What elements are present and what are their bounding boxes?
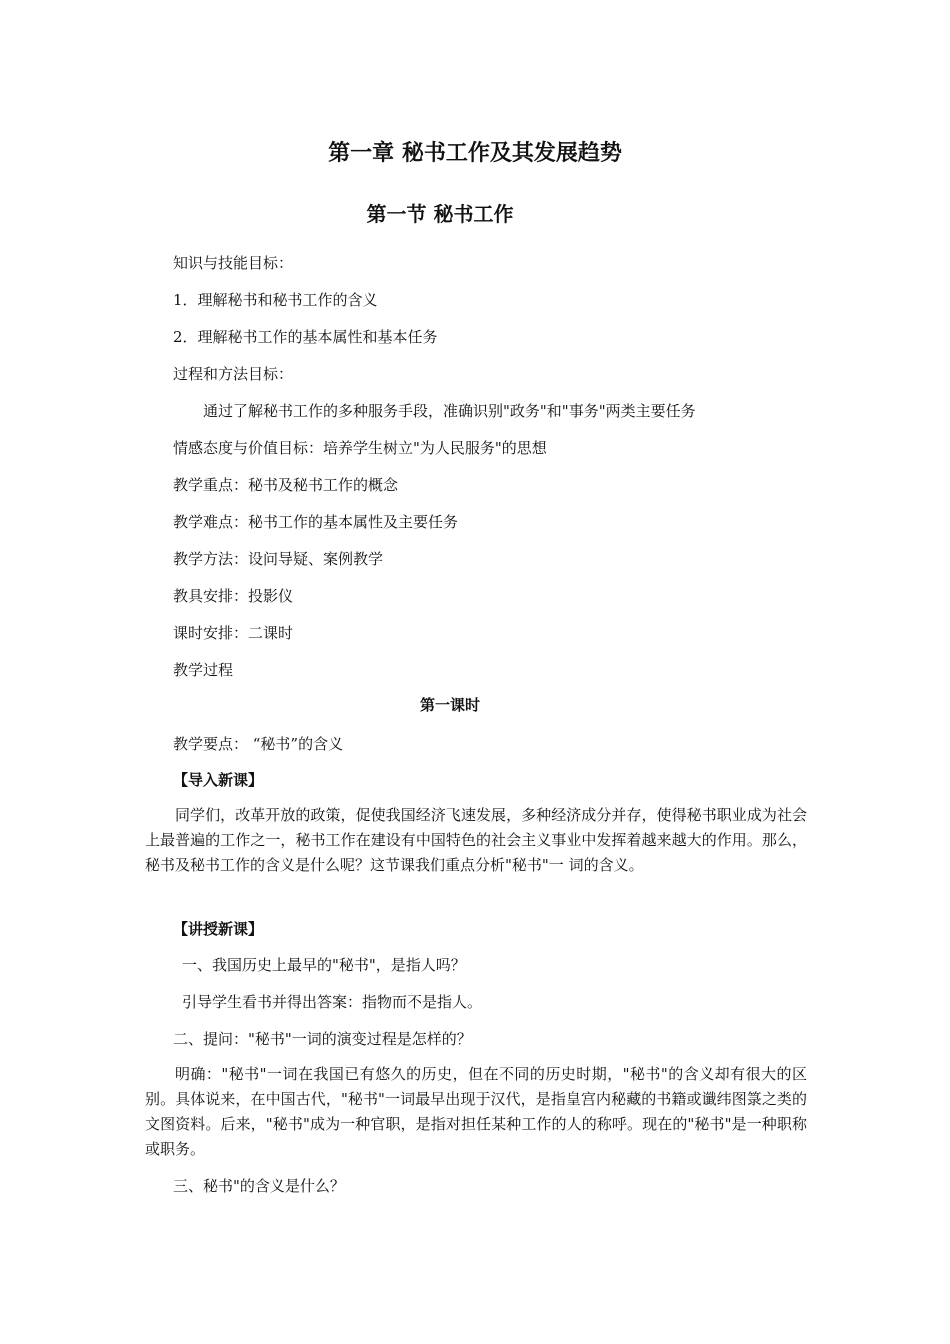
question-3: 三、秘书"的含义是什么？: [173, 1177, 345, 1195]
intro-paragraph: 同学们，改革开放的政策，促使我国经济飞速发展，多种经济成分并存，使得秘书职业成为社会上最普遍的工作之一，秘书工作在建设有中国特色的社会主义事业中发挥着越来越大的作用。那么，秘书及秘书工作的含义是什么呢？这节课我们重点分析"秘书"一 词的含义。: [145, 806, 807, 874]
teach-heading: 【讲授新课】: [173, 920, 264, 938]
answer-2-paragraph: 明确："秘书"一词在我国已有悠久的历史，但在不同的历史时期，"秘书"的含义却有很大的区别。具体说来，在中国古代，"秘书"一词最早出现于汉代，是指皇宫内秘藏的书籍或谶纬图箓之类的文图资料。后来，"秘书"成为一种官职，是指对担任某种工作的人的称呼。现在的"秘书"是一种职称或职务。: [145, 1065, 807, 1158]
lesson-title: 第一课时: [419, 696, 480, 714]
lesson-key-point: 教学要点： “秘书”的含义: [173, 735, 344, 753]
question-1: 一、我国历史上最早的"秘书"，是指人吗？: [182, 956, 466, 974]
section-title: 第一节 秘书工作: [366, 202, 514, 226]
objective-item-2: 2．理解秘书工作的基本属性和基本任务: [173, 328, 438, 346]
chapter-title: 第一章 秘书工作及其发展趋势: [328, 141, 622, 166]
teaching-process: 教学过程: [173, 661, 234, 679]
emotion-objective: 情感态度与价值目标：培养学生树立"为人民服务"的思想: [173, 439, 547, 457]
objective-item-1: 1．理解秘书和秘书工作的含义: [173, 291, 378, 309]
teaching-method: 教学方法：设问导疑、案例教学: [173, 550, 384, 568]
teaching-key-point: 教学重点：秘书及秘书工作的概念: [173, 476, 399, 494]
intro-heading: 【导入新课】: [173, 771, 264, 789]
teaching-difficulty: 教学难点：秘书工作的基本属性及主要任务: [173, 513, 459, 531]
question-2: 二、提问："秘书"一词的演变过程是怎样的？: [173, 1030, 472, 1048]
teaching-hours: 课时安排：二课时: [173, 624, 294, 642]
teaching-tools: 教具安排：投影仪: [173, 587, 294, 605]
knowledge-objective-heading: 知识与技能目标：: [173, 254, 294, 272]
process-objective-text: 通过了解秘书工作的多种服务手段，准确识别"政务"和"事务"两类主要任务: [203, 402, 696, 420]
answer-1: 引导学生看书并得出答案：指物而不是指人。: [182, 993, 483, 1011]
process-objective-heading: 过程和方法目标：: [173, 365, 294, 383]
